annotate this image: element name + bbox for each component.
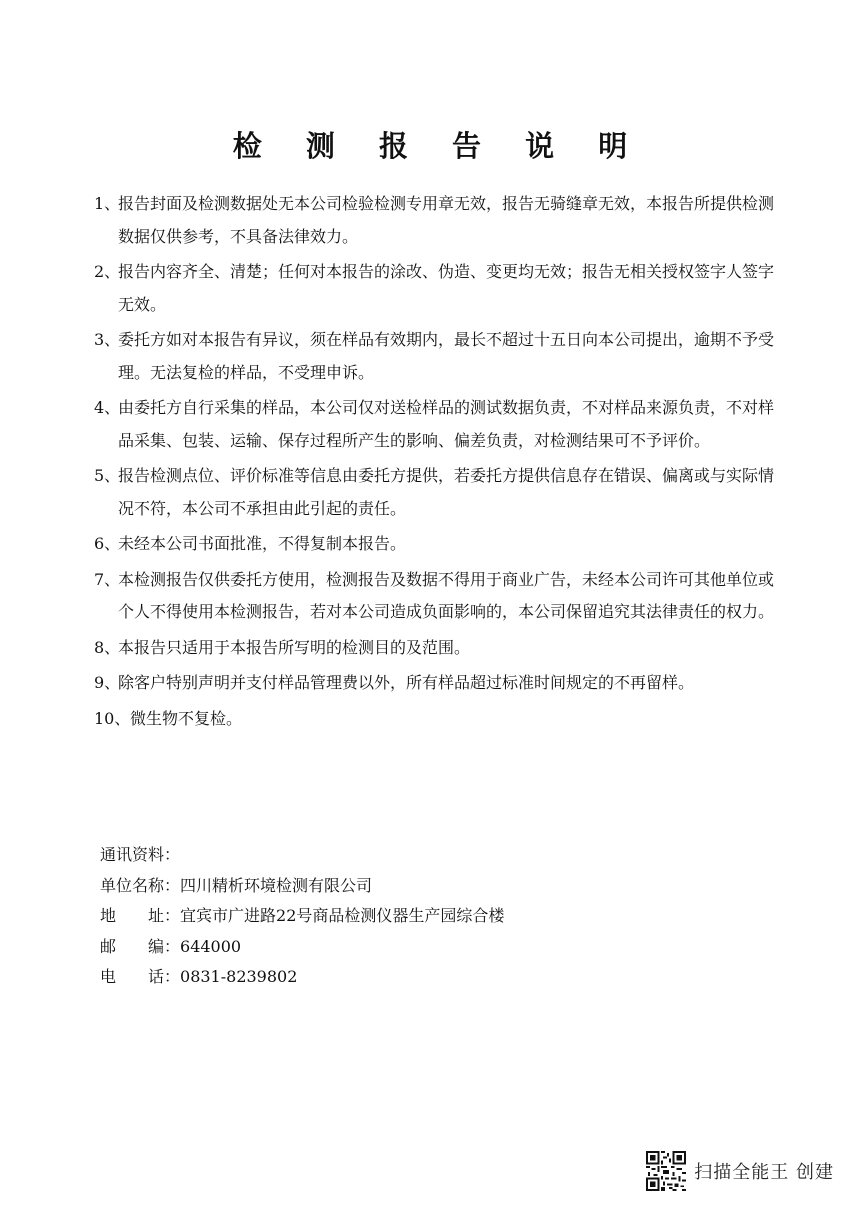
page-title: 检 测 报 告 说 明 xyxy=(232,129,645,163)
note-text: 报告封面及检测数据处无本公司检验检测专用章无效，报告无骑缝章无效，本报告所提供检测数据仅供参考，不具备法律效力。 xyxy=(118,194,775,246)
note-text: 微生物不复检。 xyxy=(130,708,243,728)
note-text: 委托方如对本报告有异议，须在样品有效期内，最长不超过十五日向本公司提出，逾期不予受理。无法复检的样品，不受理申诉。 xyxy=(118,330,775,382)
note-number: 10、 xyxy=(94,708,131,728)
phone-label: 电 话： xyxy=(100,967,181,986)
note-number: 5、 xyxy=(94,466,121,485)
note-number: 4、 xyxy=(94,398,121,417)
contact-postcode-row xyxy=(100,932,700,963)
contact-company-row xyxy=(100,871,700,902)
qr-code-icon xyxy=(646,1151,686,1191)
note-number: 2、 xyxy=(94,262,121,281)
note-text: 报告检测点位、评价标准等信息由委托方提供，若委托方提供信息存在错误、偏离或与实际情况不符，本公司不承担由此引起的责任。 xyxy=(118,466,775,518)
postcode-label: 邮 编： xyxy=(100,936,181,956)
note-item xyxy=(96,256,776,321)
note-text: 本报告只适用于本报告所写明的检测目的及范围。 xyxy=(118,637,471,657)
note-number: 3、 xyxy=(94,330,121,349)
note-number: 1、 xyxy=(94,194,121,213)
phone-value: 0831-8239802 xyxy=(180,967,298,986)
note-item xyxy=(96,528,776,561)
note-number: 7、 xyxy=(94,569,121,589)
note-text: 未经本公司书面批准，不得复制本报告。 xyxy=(118,534,407,553)
note-text: 除客户特别声明并支付样品管理费以外，所有样品超过标准时间规定的不再留样。 xyxy=(118,673,695,692)
note-text: 由委托方自行采集的样品，本公司仅对送检样品的测试数据负责，不对样品来源负责，不对样品采集、包装、运输、保存过程所产生的影响、偏差负责，对检测结果可不予评价。 xyxy=(118,398,775,450)
scanner-watermark xyxy=(646,1151,834,1191)
postcode-value: 644000 xyxy=(180,936,242,956)
note-text: 本检测报告仅供委托方使用，检测报告及数据不得用于商业广告，未经本公司许可其他单位或个人不得使用本检测报告，若对本公司造成负面影响的，本公司保留追究其法律责任的权力。 xyxy=(118,569,775,621)
note-text: 报告内容齐全、清楚；任何对本报告的涂改、伪造、变更均无效；报告无相关授权签字人签字无效。 xyxy=(118,262,775,314)
note-item xyxy=(96,460,776,525)
note-number: 9、 xyxy=(94,673,121,692)
note-item xyxy=(96,188,776,253)
contact-address-row xyxy=(100,901,700,932)
company-value: 四川精析环境检测有限公司 xyxy=(180,875,373,895)
contact-heading: 通讯资料： xyxy=(100,845,181,864)
note-item xyxy=(96,667,776,700)
watermark-text: 扫描全能王 创建 xyxy=(694,1162,834,1183)
note-item xyxy=(96,564,776,629)
address-label: 地 址： xyxy=(100,906,181,925)
address-value: 宜宾市广进路22号商品检测仪器生产园综合楼 xyxy=(180,906,505,925)
company-label: 单位名称： xyxy=(100,875,181,895)
note-item xyxy=(96,632,776,665)
contact-heading-row xyxy=(100,840,700,871)
note-item xyxy=(96,324,776,389)
note-item xyxy=(96,703,776,736)
note-item xyxy=(96,392,776,457)
contact-phone-row xyxy=(100,962,700,993)
contact-info xyxy=(100,840,700,993)
note-number: 8、 xyxy=(94,637,121,657)
notes-list xyxy=(96,188,776,738)
note-number: 6、 xyxy=(94,534,121,553)
